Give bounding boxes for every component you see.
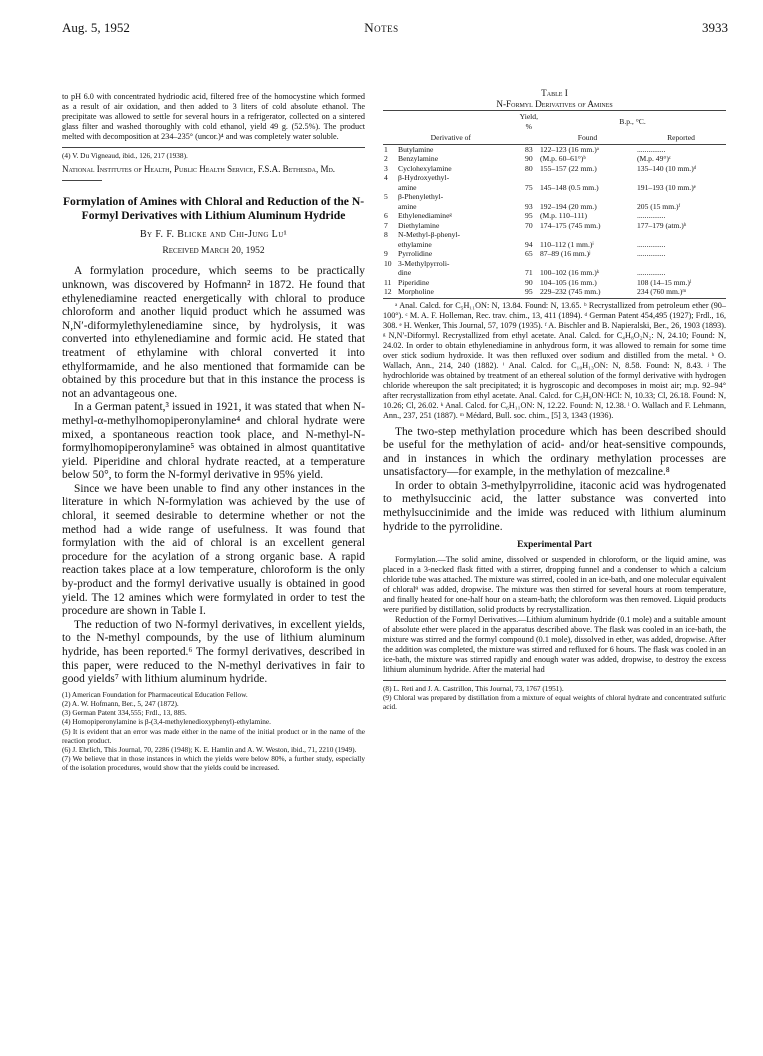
table-cell-n: 6 [384, 211, 388, 220]
continued-paragraph: to pH 6.0 with concentrated hydriodic acid, filtered free of the homocystine which formed as a result of air oxidation, and then added to 3 liters of cold absolute ethanol. The precipitate was allowed to settle for several hours in a refrigerator, collected on a sintered glass filter and washed thoroughly with cold ethanol, yield 49 g. (52.5%). The product melted with decomposition at 234–235° (uncor.)⁴ and was completely water soluble. [62, 92, 365, 141]
table-cell-n: 3 [384, 163, 388, 173]
footnote: (7) We believe that in those instances in which the yields were below 80%, a further study, especially of the isolation procedures, would show that the yields could be increased. [62, 754, 365, 773]
table-row [383, 230, 726, 240]
table-cell-reported [636, 259, 726, 269]
table-cell-found: 110–112 (1 mm.)ⁱ [540, 239, 594, 249]
divider [383, 680, 726, 681]
footnote: (5) It is evident that an error was made either in the name of the initial product or in the name of the reaction product. [62, 726, 365, 745]
table-cell-name: Pyrrolidine [398, 249, 433, 258]
table-cell-name: ethylamine [398, 239, 432, 249]
table-cell-yield: 70 [525, 220, 533, 230]
footnote: (4) Homopiperonylamine is β-(3,4-methylenedioxyphenyl)-ethylamine. [62, 717, 271, 727]
table-cell-n: 9 [384, 249, 388, 258]
table-cell-reported: ............... [637, 211, 666, 220]
table-cell-found: 229–232 (745 mm.) [540, 287, 601, 296]
table-cell-yield: 95 [525, 211, 533, 220]
footnote: (6) J. Ehrlich, This Journal, 70, 2286 (1948); K. E. Hamlin and A. W. Weston, ibid., 71, 2210 (1949). [62, 745, 357, 755]
table-row [383, 278, 726, 288]
table-cell-found: 100–102 (16 mm.)ᵏ [540, 268, 600, 277]
divider [62, 147, 365, 148]
table-cell-yield: 83 [525, 144, 533, 154]
institution-address: National Institutes of Health, Public Health Service, F.S.A. Bethesda, Md. [62, 164, 336, 175]
table-cell-reported: 234 (760 mm.)ᵐ [637, 287, 687, 296]
table-cell-reported [636, 230, 726, 240]
table-cell-found: 122–123 (16 mm.)ᵃ [540, 144, 599, 154]
table-cell-yield: 94 [525, 239, 533, 249]
reduction-paragraph: Reduction of the Formyl Derivatives.—Lithium aluminum hydride (0.1 mole) and a suitable amount of absolute ether were placed in the apparatus described above. The flask was cooled in an ice-bath, the mixture was stirred and the formyl compound (0.1 mole), dissolved in ether, was added, dropwise. After the addition was completed, the mixture was stirred and refluxed for 6 hours. The flask was cooled in an ice-bath, the mixture was stirred rapidly and enough water was added, dropwise, to destroy the excess lithium aluminum hydride. After the material had [383, 614, 726, 674]
table-cell-reported [636, 173, 726, 183]
body-paragraph: Since we have been unable to find any other instances in the literature in which N-formylation was achieved by the use of chloral, it seemed desirable to determine whether or not the method had a wide range of usefulness. It was found that formylation with the aid of chloral is an excellent general procedure for the acylation of a strong organic base. A rapid reaction takes place at a low temperature, chloroform is the only by-product and the formyl derivative usually is obtained in good yield. The 12 amines which were formylated in order to test the procedure are shown in Table I. [62, 482, 365, 618]
table-cell-yield [519, 192, 539, 202]
footnotes [62, 690, 365, 773]
table-cell-n [383, 268, 397, 278]
footnote: (8) L. Reti and J. A. Castrillon, This Journal, 73, 1767 (1951). [383, 683, 564, 693]
formylation-paragraph: Formylation.—The solid amine, dissolved or suspended in chloroform, or the liquid amine, was placed in a 3-necked flask fitted with a stirrer, dropping funnel and a condenser to which a calcium chloride tube was attached. The mixture was stirred, cooled in an ice-bath, and one molecular equivalent of chloral⁹ was added, dropwise. The mixture was then stirred for several hours at room temperature, and finally heated for one-half hour on a steam-bath; the chloroform was then removed. Liquid products were purified by distillation, solid products by recrystallization. [383, 554, 726, 614]
footnote: (3) German Patent 334,555; Frdl., 13, 885. [62, 708, 187, 718]
footnote: (9) Chloral was prepared by distillation from a mixture of equal weights of chloral hydrate and concentrated sulfuric acid. [383, 692, 726, 711]
col-header-derivative: Derivative of [383, 132, 519, 144]
table-cell-name: Cyclohexylamine [398, 163, 452, 173]
table-cell-name: β-Phenylethyl- [398, 192, 444, 201]
table-cell-n: 7 [384, 220, 388, 230]
table-label: Table I [541, 88, 568, 98]
running-header-date: Aug. 5, 1952 [62, 20, 130, 35]
table-cell-reported [636, 192, 726, 202]
footnote: (1) American Foundation for Pharmaceutical Education Fellow. [62, 689, 248, 699]
table-cell-reported: 108 (14–15 mm.)ˡ [637, 277, 692, 287]
table-cell-found [539, 259, 636, 269]
table-row [383, 144, 726, 154]
table-cell-name: 3-Methylpyrroli- [398, 258, 450, 268]
table-row [383, 268, 726, 278]
table-notes: ᵃ Anal. Calcd. for C₅H₁₁ON: N, 13.84. Found: N, 13.65. ᵇ Recrystallized from petroleum ether (90–100°). ᶜ M. A. F. Holleman, Rec. trav. chim., 13, 411 (1894). ᵈ German Patent 454,495 (1927); Frdl., 16, 308. ᵉ H. Wenker, This Journal, 57, 1079 (1935). ᶠ A. Bischler and B. Napieralski, Ber., 26, 1903 (1893). ᵍ N,N′-Diformyl. Recrystallized from ethyl acetate. Anal. Calcd. for C₄H₈O₂N₂: N, 24.10; Found: N, 24.02. In order to obtain ethylenediamine in anhydrous form, it was allowed to remain for some time over stick sodium hydroxide. It was then refluxed over sodium and distilled from the metal. ʰ O. Wallach, Ann., 214, 240 (1882). ⁱ Anal. Calcd. for C₁₀H₁₃ON: N, 8.58. Found: N, 8.43. ʲ The hydrochloride was obtained by treatment of an ethereal solution of the formyl derivative with hydrogen chloride whereupon the salt precipitated; it is hygroscopic and decomposes in moist air; m.p. 92–94° after recrystallization from ethyl acetate. Anal. Calcd. for C₅H₉ON·HCl: N, 10.33; Cl, 26.18. Found: N, 10.26; Cl, 26.02. ᵏ Anal. Calcd. for C₆H₁₁ON: N, 12.22. Found: N, 12.38. ˡ O. Wallach and F. Lehmann, Ann., 237, 251 (1887). ᵐ Médard, Bull. soc. chim., [5] 3, 1343 (1936). [383, 300, 726, 420]
table-cell-yield: 90 [525, 277, 533, 287]
table-row [383, 287, 726, 297]
table-cell-yield [519, 173, 539, 183]
table-cell-yield: 80 [525, 163, 533, 173]
section-heading: Experimental Part [517, 540, 592, 551]
table-cell-yield: 75 [525, 182, 533, 192]
table-cell-found: 174–175 (745 mm.) [540, 220, 601, 230]
table-row [383, 192, 726, 202]
table-cell-reported: 205 (15 mm.)ᶠ [637, 201, 681, 211]
table-cell-yield: 90 [525, 154, 533, 163]
page-number: 3933 [702, 20, 728, 35]
table-cell-name: Benzylamine [398, 154, 439, 163]
table-cell-name: dine [398, 268, 412, 277]
divider [62, 180, 102, 181]
table-row [383, 259, 726, 269]
body-paragraph: A formylation procedure, which seems to be practically unknown, was discovered by Hofmann² in 1872. He found that ethylenediamine reacted energetically with chloral to produce chloroform and another liquid product which he assumed was N,N′-diformylethylenediamine since, by hydrolysis, it was converted into ethylenediamine and formic acid. He stated that treatment of ethylamine with chloral converted it into ethylformamide, and he also mentioned that formamide can be obtained by this procedure but that in this instance the process is not an advantageous one. [62, 265, 365, 400]
col-header-found: Found [539, 132, 636, 144]
left-column [62, 92, 365, 773]
body-paragraph: The reduction of two N-formyl derivatives, in excellent yields, to the N-methyl compounds, by the use of lithium aluminum hydride, has been reported.⁶ The formyl derivatives, described in this paper, were reduced to the N-methyl derivatives in fair to good yields⁷ with lithium aluminum hydride. [62, 618, 365, 686]
article-title: Formylation of Amines with Chloral and Reduction of the N-Formyl Derivatives with Lithium Aluminum Hydride [62, 194, 365, 222]
table-cell-n: 1 [384, 144, 388, 154]
table-row [383, 154, 726, 164]
body-paragraph: The two-step methylation procedure which has been described should be useful for the methylation of acid- and/or heat-sensitive compounds, and in instances in which the ordinary methylation processes are unsatisfactory—for example, in the methylation of mezcaline.⁸ [383, 425, 726, 479]
table-cell-n [383, 240, 397, 250]
table-row [383, 202, 726, 212]
table-title: N-Formyl Derivatives of Amines [496, 99, 613, 109]
table-cell-found: (M.p. 110–111) [540, 211, 588, 220]
table-cell-yield [519, 230, 539, 240]
table-row [383, 164, 726, 174]
table-body [383, 144, 726, 297]
table-cell-name: amine [398, 201, 417, 211]
table-cell-name: N-Methyl-β-phenyl- [398, 230, 461, 239]
divider [383, 298, 726, 299]
table-cell-reported: (M.p. 49°)ᶜ [637, 154, 671, 163]
table-cell-reported: 177–179 (atm.)ʰ [637, 220, 687, 230]
table-cell-found: 192–194 (20 mm.) [540, 201, 597, 211]
running-header-section: Notes [364, 20, 399, 35]
table-cell-found: 104–105 (16 mm.) [540, 277, 597, 287]
col-header-reported: Reported [636, 132, 726, 144]
body-paragraph: In order to obtain 3-methylpyrrolidine, itaconic acid was hydrogenated to methylsuccinic acid, the latter substance was converted into methylsuccinimide and the imide was reduced with lithium aluminum hydride to the pyrrolidine. [383, 479, 726, 533]
table-row [383, 221, 726, 231]
table-cell-reported: 135–140 (10 mm.)ᵈ [637, 163, 697, 173]
footnote: (2) A. W. Hofmann, Ber., 5, 247 (1872). [62, 699, 179, 708]
footnotes [383, 684, 726, 712]
formyl-derivatives-table [383, 110, 726, 297]
table-cell-name: Butylamine [398, 144, 434, 154]
table-cell-found [539, 230, 636, 240]
table-cell-name: amine [398, 182, 417, 192]
table-cell-n: 11 [384, 277, 392, 287]
table-cell-name: β-Hydroxyethyl- [398, 173, 450, 182]
table-cell-name: Diethylamine [398, 220, 440, 230]
table-cell-found: 145–148 (0.5 mm.) [540, 182, 599, 192]
table-cell-found [539, 173, 636, 183]
table-cell-found [539, 192, 636, 202]
col-header-bp: B.p., °C. [539, 111, 726, 133]
col-header-yield: Yield, % [519, 112, 538, 131]
table-cell-yield: 93 [525, 201, 533, 211]
body-paragraph: In a German patent,³ issued in 1921, it was stated that when N-methyl-α-methylhomopiperonylamine⁴ and chloral hydrate were mixed, a spontaneous reaction took place, and N-methyl-N-formylhomopiperonylamine⁵ was obtained in almost quantitative yield. Piperidine and chloral hydrate reacted, at a temperature below 50°, to form the N-formyl derivative in 95% yield. [62, 401, 365, 482]
table-row [383, 240, 726, 250]
table-cell-name: Morpholine [398, 287, 434, 296]
table-row [383, 249, 726, 259]
table-cell-found: (M.p. 60–61°)ᵇ [540, 154, 586, 163]
table-row [383, 183, 726, 193]
table-cell-reported: ............... [637, 268, 666, 277]
article-byline: By F. F. Blicke and Chi-Jung Lu¹ [139, 228, 288, 240]
table-cell-n: 4 [384, 173, 388, 182]
table-cell-reported: 191–193 (10 mm.)ᵉ [637, 182, 696, 192]
table-cell-name: Piperidine [398, 277, 430, 287]
table-cell-n [383, 183, 397, 193]
table-cell-yield [519, 259, 539, 269]
table-cell-yield: 71 [525, 268, 533, 277]
right-column [383, 88, 726, 711]
table-cell-reported: ............... [637, 239, 666, 249]
footnote-4: (4) V. Du Vigneaud, ibid., 126, 217 (1938). [62, 151, 188, 160]
table-cell-n: 5 [384, 192, 388, 201]
table-cell-n: 10 [384, 258, 392, 268]
table-cell-reported: ............... [637, 249, 666, 258]
table-cell-n [383, 202, 397, 212]
table-cell-found: 155–157 (22 mm.) [540, 163, 597, 173]
table-cell-found: 87–89 (16 mm.)ʲ [540, 249, 591, 258]
table-cell-n: 12 [384, 287, 392, 296]
table-cell-name: Ethylenediamineᵍ [398, 211, 452, 220]
received-date: Received March 20, 1952 [162, 246, 265, 257]
table-cell-yield: 95 [525, 287, 533, 296]
table-cell-yield: 65 [525, 249, 533, 258]
table-row [383, 173, 726, 183]
table-cell-n: 8 [384, 230, 388, 239]
table-cell-n: 2 [384, 154, 388, 163]
table-row [383, 211, 726, 221]
table-cell-reported: ............... [637, 144, 666, 154]
